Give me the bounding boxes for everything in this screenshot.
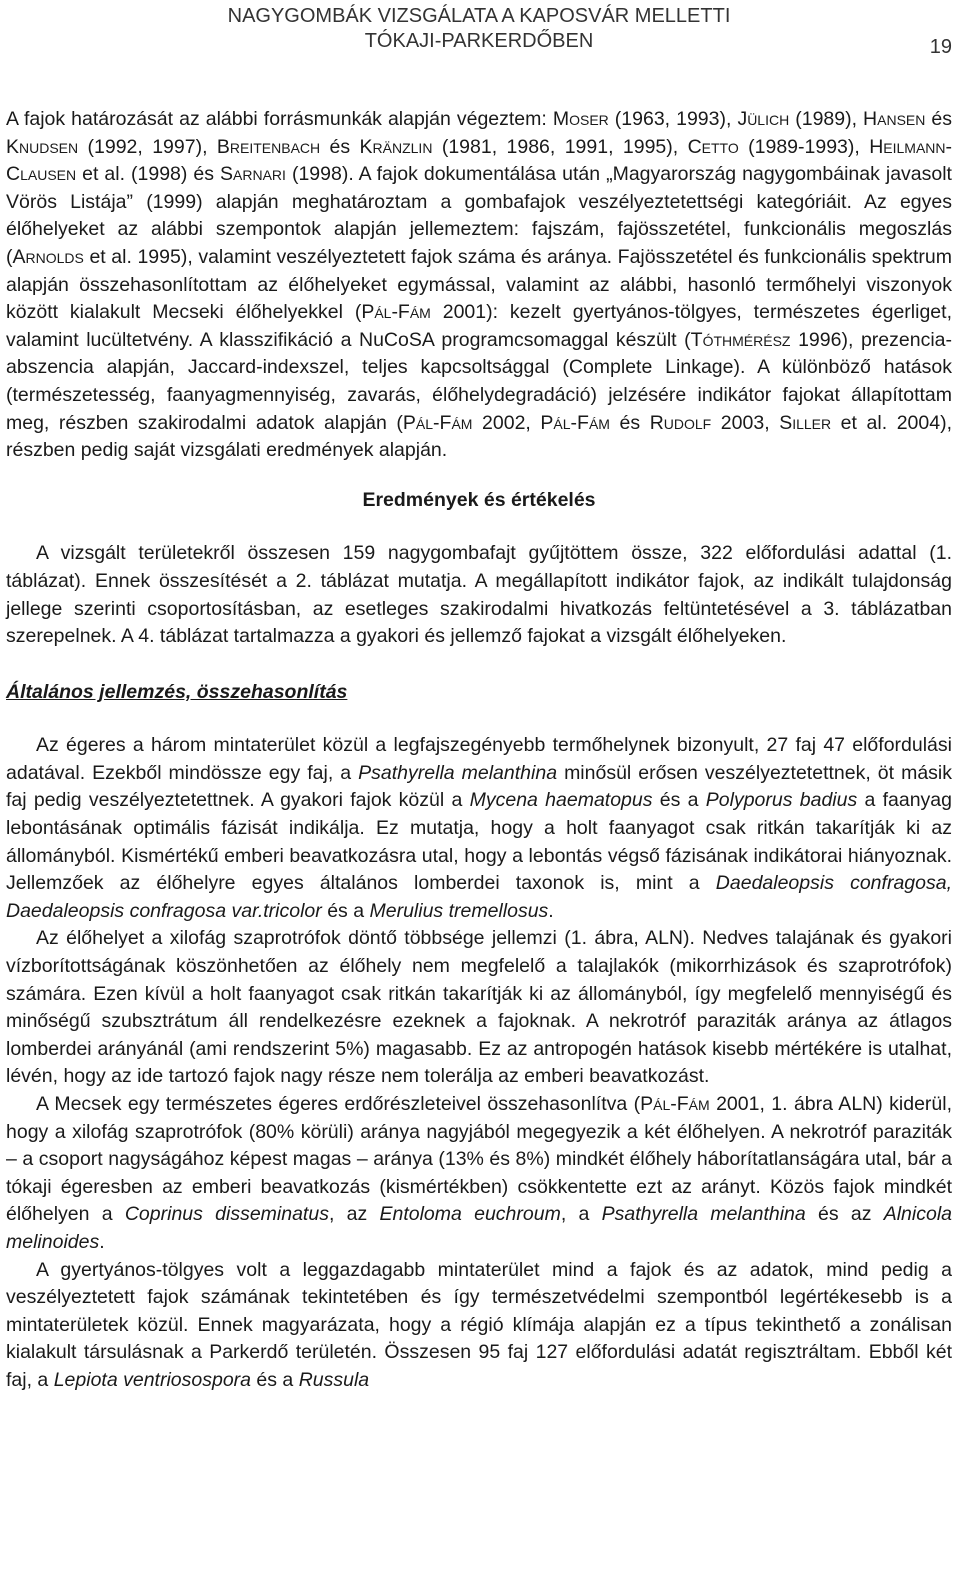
- text-run: (1998). A fajok dokumentálása után „Magyarország nagygombáinak javasolt Vörös Listája” (1999) alapján meghatároztam a gombafajok veszélyeztetettségi kategóriáit. Az egyes élőhelyeket az alábbi szempontok alapján jellemeztem: fajszám, fajösszetétel, funkcionális megoszlás (: [6, 163, 952, 268]
- text-run: és az: [805, 1203, 884, 1226]
- text-run: (1981, 1986, 1991, 1995),: [432, 135, 688, 158]
- text-run: 2001): kezelt gyertyános-tölgyes, természetes égerliget, valamint lucültetvény. A klasszifikáció a NuCoSA programcsomaggal készült (: [6, 301, 952, 351]
- running-header: [6, 0, 952, 70]
- functional-paragraph: Az élőhelyet a xilofág szaprotrófok döntő többsége jellemzi (1. ábra, ALN). Nedves talajának és gyakori vízborítottságának köszönhetően az élőhely nem megfelelő a talajlakók (mikorrhizások és szaprotrófok) számára. Ezen kívül a holt faanyagot csak ritkán takarítják ki az állományból, így megfelelő mennyiségű és minőségű szubsztrátum áll rendelkezésre ezeknek a fajoknak. A nekrotróf paraziták aránya az átlagos lomberdei arányánál (ami rendszerint 5%) magasabb. Ez az antropogén hatások kisebb mértékére is utalhat, lévén, hogy az ide tartozó fajok nagy része nem tolerálja az emberi beavatkozást.: [6, 927, 952, 1088]
- species-name: Merulius tremellosus: [369, 899, 549, 922]
- text-run: , az: [328, 1203, 380, 1226]
- author-name: Siller: [779, 411, 832, 434]
- text-run: A fajok határozását az alábbi forrásmunkák alapján végeztem:: [6, 108, 553, 130]
- author-name: Jülich: [737, 108, 790, 130]
- text-run: (1989-1993),: [738, 135, 870, 158]
- text-run: minősül erősen veszélyeztetettnek, öt másik faj pedig veszélyeztetettnek. A gyakori fajok közül a: [6, 761, 952, 812]
- text-run: .: [548, 899, 554, 922]
- author-name: Tóthmérész: [690, 328, 791, 351]
- species-name: Russula: [298, 1368, 370, 1391]
- text-run: A Mecsek egy természetes égeres erdőrészleteivel összehasonlítva (: [36, 1093, 641, 1115]
- species-name: tricolor: [263, 899, 322, 922]
- species-name: Psathyrella melanthina: [601, 1203, 806, 1226]
- text-run: 1996), prezencia-abszencia alapján, Jaccard-indexszel, teljes kapcsoltsággal (Complete Linkage). A különböző hatások (természetesség, faanyagmennyiség, zavarás, élőhelydegradáció) jelzésére indikátor fajokat állapítottam meg, részben szakirodalmi adatok alapján (: [6, 328, 953, 434]
- text-run: et al. 1995), valamint veszélyeztetett fajok száma és aránya. Fajösszetétel és funkcionális spektrum alapján összehasonlítottam az élőhelyeket egymással, valamint az alábbi, hasonló termőhelyi viszonyok között kialakult Mecseki élőhelyekkel (: [6, 245, 952, 324]
- author-name: Sarnari: [220, 163, 286, 186]
- author-name: Heilmann-Clausen: [6, 135, 953, 186]
- methods-paragraph: [6, 106, 952, 465]
- author-name: Moser: [552, 108, 609, 130]
- running-title-line1: NAGYGOMBÁK VIZSGÁLATA A KAPOSVÁR MELLETTI: [227, 5, 731, 27]
- text-run: és: [609, 411, 650, 434]
- text-run: 2003,: [711, 411, 780, 434]
- section-heading: Eredmények és értékelés: [362, 488, 596, 511]
- author-name: Arnolds: [12, 245, 84, 268]
- author-name: Hansen: [863, 108, 926, 130]
- species-name: Coprinus disseminatus: [124, 1203, 329, 1226]
- text-run: , a: [560, 1203, 602, 1226]
- running-title: [6, 4, 952, 54]
- page-number: 19: [929, 36, 952, 58]
- text-run: (1963, 1993),: [608, 108, 738, 130]
- author-name: Pál-Fám: [402, 411, 473, 434]
- species-name: Alnicola melinoides: [6, 1203, 953, 1253]
- text-run: (1992, 1997),: [78, 135, 217, 158]
- text-run: et al. 2004), részben pedig saját vizsgálati eredmények alapján.: [6, 411, 952, 462]
- results-paragraph: A vizsgált területekről összesen 159 nagygombafajt gyűjtöttem össze, 322 előfordulási adattal (1. táblázat). Ennek összesítését a 2. táblázat mutatja. A megállapított indikátor fajok, az indikált tulajdonság jellege szerinti csoportosításban, az esetleges szakirodalmi hivatkozás feltüntetésével a 3. táblázatban szerepelnek. A 4. táblázat tartalmazza a gyakori és jellemző fajokat a vizsgált élőhelyeken.: [6, 542, 952, 648]
- species-name: Psathyrella melanthina: [358, 761, 558, 784]
- text-run: A gyertyános-tölgyes volt a leggazdagabb mintaterület mind a fajok és az adatok, mind pedig a veszélyeztetett fajok számának tekintetében és így természetvédelmi szempontból legértékesebb is a mintaterületek közül. Ennek magyarázata, hogy a régió klímája alapján ez a típus tekinthető a zonálisan kialakult társulásnak a Parkerdő területén. Összesen 95 faj 127 előfordulási adatát regisztráltam. Ebből két faj, a: [6, 1258, 952, 1391]
- author-name: Pál-Fám: [361, 301, 431, 324]
- subsection-heading: Általános jellemzés, összehasonlítás: [6, 680, 348, 703]
- species-name: Lepiota ventriosospora: [53, 1368, 251, 1391]
- text-run: és a: [652, 789, 706, 812]
- author-name: Kränzlin: [359, 135, 433, 158]
- text-run: és: [320, 135, 360, 158]
- text-run: 2002,: [472, 411, 541, 434]
- species-name: Daedaleopsis confragosa, Daedaleopsis confragosa var.: [6, 872, 952, 922]
- author-name: Breitenbach: [216, 135, 321, 158]
- text-run: et al. (1998) és: [76, 163, 221, 186]
- alder-paragraph: [6, 732, 952, 925]
- text-run: és a: [251, 1368, 299, 1391]
- text-run: Az égeres a három mintaterület közül a legfajszegényebb termőhelynek bizonyult, 27 faj 47 előfordulási adatával. Ezekből mindössze egy faj, a: [6, 734, 952, 784]
- text-run: (1989),: [789, 108, 864, 130]
- hornbeam-oak-paragraph: [6, 1257, 952, 1395]
- author-name: Pál-Fám: [540, 411, 610, 434]
- author-name: Cetto: [687, 135, 739, 158]
- author-name: Rudolf: [649, 411, 712, 434]
- text-run: 2001, 1. ábra ALN) kiderül, hogy a xilofág szaprotrófok (80% körüli) aránya nagyjából megegyezik a két élőhelyen. A nekrotróf paraziták – a csoport nagyságához képest magas – aránya (13% és 8%) mindkét élőhely háborítatlanságára utal, bár a tókaji égeresben az emberi beavatkozás (kismértékben) csökkentette ezt az arányt. Közös fajok mindkét élőhelyen a: [6, 1093, 953, 1226]
- page: [6, 0, 952, 1395]
- body-text: [6, 106, 952, 1395]
- text-run: és: [925, 108, 952, 130]
- text-run: és a: [321, 899, 370, 922]
- text-run: a faanyag lebontásának optimális fázisát indikálja. Ez mutatja, hogy a holt faanyagot csak ritkán takarítják ki az állományból. Kismértékű emberi beavatkozásra utal, hogy a lebontás végső fázisának indikátorai hiányoznak. Jellemzőek az élőhelyre egyes általános lomberdei taxonok is, mint a: [6, 789, 953, 895]
- species-name: Polyporus badius: [705, 789, 858, 812]
- comparison-paragraph: [6, 1091, 952, 1257]
- author-name: Knudsen: [6, 135, 79, 158]
- species-name: Mycena haematopus: [469, 789, 653, 812]
- running-title-line2: TÓKAJI-PARKERDŐBEN: [364, 30, 594, 52]
- author-name: Pál-Fám: [640, 1093, 710, 1115]
- text-run: .: [99, 1230, 105, 1253]
- species-name: Entoloma euchroum: [379, 1203, 561, 1226]
